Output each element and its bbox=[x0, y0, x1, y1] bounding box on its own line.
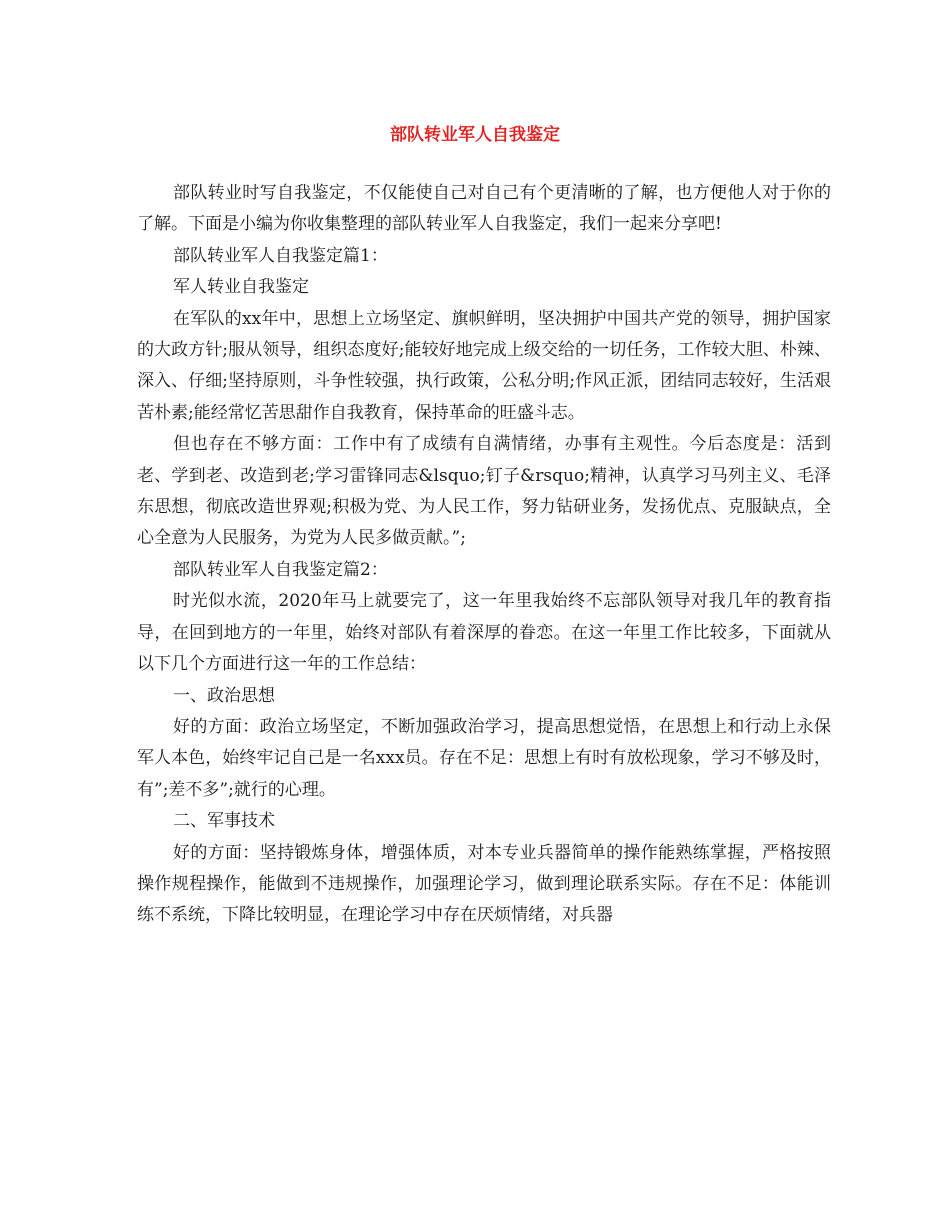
paragraph-heading-part1: 部队转业军人自我鉴定篇1： bbox=[173, 245, 388, 266]
paragraph-body: 好的方面：坚持锻炼身体，增强体质，对本专业兵器简单的操作能熟练掌握，严格按照操作规程操作，能做到不违规操作，加强理论学习，做到理论联系实际。存在不足：体能训练不系统，下降比较明显，在理论学习中存在厌烦情绪，对兵器 bbox=[137, 842, 831, 926]
paragraph-body: 好的方面：政治立场坚定，不断加强政治学习，提高思想觉悟，在思想上和行动上永保军人本色，始终牢记自己是一名xxx员。存在不足：思想上有时有放松现象，学习不够及时，有”;差不多”;就行的心理。 bbox=[137, 716, 831, 800]
document-body bbox=[137, 178, 831, 932]
paragraph-body: 时光似水流，2020年马上就要完了，这一年里我始终不忘部队领导对我几年的教育指导，在回到地方的一年里，始终对部队有着深厚的眷恋。在这一年里工作比较多，下面就从以下几个方面进行这一年的工作总结： bbox=[137, 591, 831, 675]
paragraph-heading-part2: 部队转业军人自我鉴定篇2： bbox=[173, 559, 388, 580]
paragraph-section-heading: 二、军事技术 bbox=[173, 811, 275, 832]
paragraph-section-heading: 一、政治思想 bbox=[173, 685, 275, 706]
paragraph-intro: 部队转业时写自我鉴定，不仅能使自己对自己有个更清晰的了解，也方便他人对于你的了解。下面是小编为你收集整理的部队转业军人自我鉴定，我们一起来分享吧! bbox=[137, 183, 831, 235]
paragraph-body: 在军队的xx年中，思想上立场坚定、旗帜鲜明，坚决拥护中国共产党的领导，拥护国家的大政方针;服从领导，组织态度好;能较好地完成上级交给的一切任务，工作较大胆、朴辣、深入、仔细;坚持原则，斗争性较强，执行政策，公私分明;作风正派，团结同志较好，生活艰苦朴素;能经常忆苦思甜作自我教育，保持革命的旺盛斗志。 bbox=[137, 308, 831, 423]
paragraph-body: 但也存在不够方面：工作中有了成绩有自满情绪，办事有主观性。今后态度是：活到老、学到老、改造到老;学习雷锋同志&lsquo;钉子&rsquo;精神，认真学习马列主义、毛泽东思想，彻底改造世界观;积极为党、为人民工作，努力钻研业务，发扬优点、克服缺点，全心全意为人民服务，为党为人民多做贡献。”; bbox=[137, 434, 831, 549]
paragraph-subheading: 军人转业自我鉴定 bbox=[173, 277, 309, 298]
document-title: 部队转业军人自我鉴定 bbox=[390, 125, 560, 145]
